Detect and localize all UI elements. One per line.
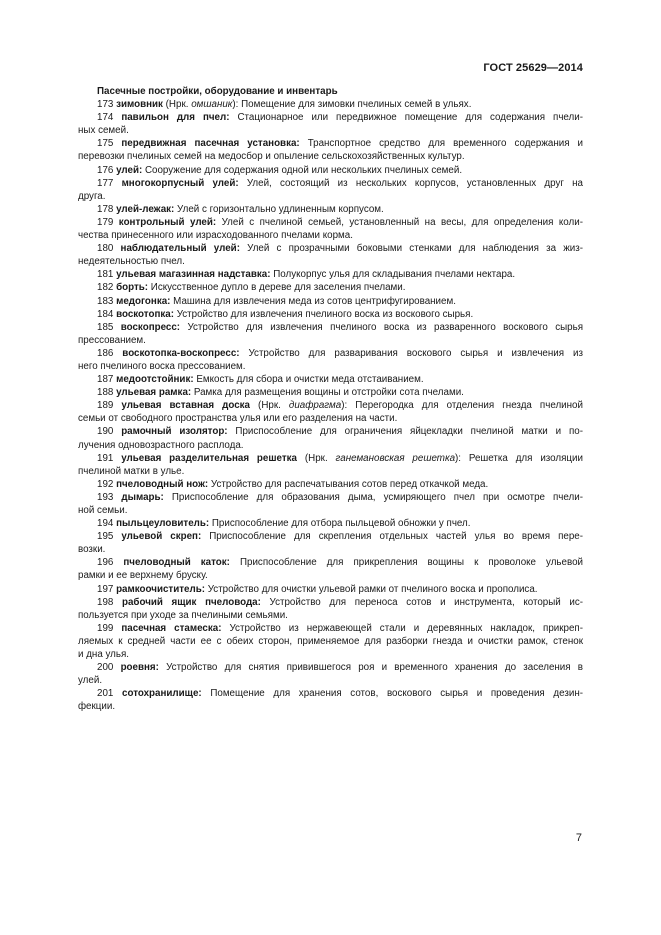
entry-line	[78, 439, 583, 452]
glossary-entry	[78, 530, 583, 556]
entry-text: 187	[97, 374, 117, 386]
term: пчеловодный каток:	[123, 557, 230, 569]
entry-line	[78, 334, 583, 347]
term: сотохранилище:	[122, 688, 202, 700]
entry-line	[78, 229, 583, 242]
entry-line	[78, 255, 583, 268]
entry-text: Приспособление для скрепления отдельных частей улья во время пере-	[201, 531, 583, 543]
glossary-entry	[78, 556, 583, 582]
entry-text: 185	[97, 321, 121, 333]
glossary-entry	[78, 517, 583, 530]
term: улей-лежак:	[116, 203, 175, 215]
entry-text: 180	[97, 243, 121, 255]
entry-text: Улей, состоящий из нескольких корпусов, установленных друг на	[238, 177, 583, 189]
entry-text: 178	[97, 203, 117, 215]
document-id: ГОСТ 25629—2014	[483, 62, 583, 74]
glossary-entry	[78, 622, 583, 661]
entry-text: 179	[97, 216, 119, 228]
entry-line	[78, 150, 583, 163]
term: воскопресс:	[120, 321, 181, 333]
term: борть:	[116, 282, 149, 294]
entry-text: Машина для извлечения меда из сотов центрифугированием.	[170, 295, 456, 307]
entry-line	[78, 674, 583, 687]
entry-line	[78, 478, 583, 491]
entry-text: 184	[97, 308, 117, 320]
entry-text: 195	[97, 531, 122, 543]
entry-text: 175	[97, 138, 122, 150]
term: ульевой скреп:	[121, 531, 202, 543]
entry-text: 200	[97, 662, 121, 674]
entry-line	[78, 321, 583, 334]
term: ульевая рамка:	[116, 387, 192, 399]
entry-line	[78, 609, 583, 622]
term: медоотстойник:	[116, 374, 194, 386]
glossary-entry	[78, 242, 583, 268]
glossary-entry	[78, 687, 583, 713]
entry-line	[78, 465, 583, 478]
entry-text: Улей с горизонтально удлиненным корпусом.	[174, 203, 384, 215]
entry-line	[78, 190, 583, 203]
entry-text: 196	[97, 557, 124, 569]
term: передвижная пасечная установка:	[121, 138, 300, 150]
entry-line	[78, 373, 583, 386]
entry-text: Приспособление для прикрепления вощины к проволоке ульевой	[229, 557, 583, 569]
glossary-section	[78, 85, 583, 714]
entry-text: Устройство для очистки ульевой рамки от пчелиного воска и прополиса.	[205, 583, 538, 595]
glossary-entry	[78, 478, 583, 491]
entry-line	[78, 347, 583, 360]
entry-text: 194	[97, 518, 117, 530]
glossary-entry	[78, 268, 583, 281]
glossary-entries	[78, 98, 583, 713]
glossary-entry	[78, 399, 583, 425]
non-recommended-term: омшаник	[191, 99, 233, 111]
entry-line	[78, 569, 583, 582]
glossary-entry	[78, 661, 583, 687]
term: ульевая магазинная надставка:	[116, 269, 271, 281]
entry-line	[78, 661, 583, 674]
entry-line	[78, 177, 583, 190]
entry-text: 193	[97, 491, 122, 503]
entry-line	[78, 504, 583, 517]
entry-line	[78, 596, 583, 609]
entry-text: Устройство для переноса сотов и инструмента, который ис-	[260, 596, 583, 608]
entry-text: Помещение для хранения сотов, воскового сырья и проведения дезин-	[201, 688, 583, 700]
term: улей:	[116, 164, 143, 176]
glossary-entry	[78, 203, 583, 216]
entry-line	[78, 98, 583, 111]
entry-line	[78, 635, 583, 648]
entry-text: Искусственное дупло в дереве для заселения пчелами.	[148, 282, 406, 294]
entry-text: 189	[97, 400, 122, 412]
glossary-entry	[78, 111, 583, 137]
glossary-entry	[78, 308, 583, 321]
entry-line	[78, 412, 583, 425]
entry-text: прессованием.	[78, 334, 146, 346]
entry-text: Сооружение для содержания одной или нескольких пчелиных семей.	[142, 164, 463, 176]
entry-line	[78, 556, 583, 569]
term: пчеловодный нож:	[116, 478, 209, 490]
entry-line	[78, 124, 583, 137]
glossary-entry	[78, 373, 583, 386]
entry-text: пчелиной матки в улье.	[78, 465, 185, 477]
entry-text: ных семей.	[78, 125, 129, 137]
entry-text: перевозки пчелиных семей на медосбор и опыление сельскохозяйственных культур.	[78, 151, 465, 163]
entry-line	[78, 242, 583, 255]
term: ульевая вставная доска	[121, 400, 251, 412]
entry-text: Рамка для размещения вощины и отстройки сота пчелами.	[191, 387, 464, 399]
glossary-entry	[78, 98, 583, 111]
term: многокорпусный улей:	[121, 177, 239, 189]
term: рамочный изолятор:	[121, 426, 228, 438]
entry-text: (Нрк.	[297, 452, 336, 464]
glossary-entry	[78, 452, 583, 478]
entry-text: 183	[97, 295, 117, 307]
entry-text: 173	[97, 99, 117, 111]
entry-line	[78, 268, 583, 281]
entry-line	[78, 425, 583, 438]
glossary-entry	[78, 386, 583, 399]
term: наблюдательный улей:	[120, 243, 240, 255]
glossary-entry	[78, 583, 583, 596]
entry-text: Приспособление для отбора пыльцевой обножки у пчел.	[209, 518, 471, 530]
entry-text: ): Перегородка для отделения гнезда пчелиной	[341, 400, 583, 412]
entry-text: Транспортное средство для временного содержания и	[299, 138, 583, 150]
entry-line	[78, 687, 583, 700]
entry-text: 197	[97, 583, 117, 595]
entry-line	[78, 517, 583, 530]
glossary-entry	[78, 321, 583, 347]
entry-text: Устройство из нержавеющей стали и деревянных накладок, прикреп-	[221, 622, 583, 634]
non-recommended-term: диафрагма	[288, 400, 342, 412]
term: контрольный улей:	[118, 216, 217, 228]
glossary-entry	[78, 281, 583, 294]
entry-text: ной семьи.	[78, 505, 128, 516]
section-title: Пасечные постройки, оборудование и инвентарь	[97, 86, 338, 97]
term: рамкоочиститель:	[116, 583, 205, 595]
term: ульевая разделительная решетка	[121, 452, 298, 464]
entry-text: Улей с пчелиной семьей, установленный на весы, для определения коли-	[216, 216, 583, 228]
entry-text: 190	[97, 426, 122, 438]
entry-text: Приспособление для образования дыма, усмиряющего пчел при осмотре пчели-	[163, 491, 583, 503]
entry-text: (Нрк.	[162, 99, 192, 111]
entry-line	[78, 700, 583, 713]
term: пасечная стамеска:	[121, 622, 222, 634]
term: зимовник	[116, 99, 163, 111]
glossary-entry	[78, 425, 583, 451]
entry-text: Устройство для извлечения пчелиного воска из разваренного воскового сырья	[180, 321, 583, 333]
term: воскотопка:	[116, 308, 174, 320]
entry-line	[78, 295, 583, 308]
term: дымарь:	[121, 491, 164, 503]
glossary-entry	[78, 164, 583, 177]
entry-text: 198	[97, 596, 122, 608]
entry-line	[78, 583, 583, 596]
entry-text: 188	[97, 387, 117, 399]
glossary-entry	[78, 137, 583, 163]
entry-text: Стационарное или передвижное помещение для содержания пчели-	[229, 112, 584, 124]
entry-text: Устройство для распечатывания сотов перед откачкой меда.	[208, 478, 489, 490]
entry-line	[78, 164, 583, 177]
entry-line	[78, 622, 583, 635]
glossary-entry	[78, 216, 583, 242]
entry-text: 182	[97, 282, 117, 294]
glossary-entry	[78, 295, 583, 308]
entry-text: Устройство для разваривания воскового сырья и извлечения из	[239, 347, 583, 359]
entry-text: возки.	[78, 544, 106, 556]
entry-text: 176	[97, 164, 117, 176]
entry-text: 191	[97, 452, 122, 464]
entry-text: улей.	[78, 675, 103, 687]
entry-text: ): Помещение для зимовки пчелиных семей в ульях.	[232, 99, 472, 111]
entry-text: Приспособление для ограничения яйцекладки пчелиной матки и по-	[227, 426, 583, 438]
entry-text: недеятельностью пчел.	[78, 256, 185, 268]
entry-text: семьи от свободного пространства улья или его разделения на части.	[78, 413, 398, 425]
entry-line	[78, 543, 583, 556]
entry-line	[78, 137, 583, 150]
entry-line	[78, 281, 583, 294]
entry-text: ляемых к средней части ее с обеих сторон, применяемое для разборки гнезда и очистки рамок, стенок	[78, 635, 583, 647]
entry-text: 186	[97, 347, 123, 359]
entry-line	[78, 111, 583, 124]
term: павильон для пчел:	[121, 112, 230, 124]
entry-line	[78, 216, 583, 229]
glossary-entry	[78, 347, 583, 373]
entry-line	[78, 452, 583, 465]
term: медогонка:	[116, 295, 171, 307]
page-number: 7	[575, 832, 582, 844]
entry-line	[78, 203, 583, 216]
entry-text: пользуется при уходе за пчелиными семьями.	[78, 609, 288, 621]
non-recommended-term: ганемановская решетка	[335, 452, 456, 464]
entry-line	[78, 308, 583, 321]
entry-text: лучения одновозрастного расплода.	[78, 439, 244, 451]
entry-text: него пчелиного воска прессованием.	[78, 360, 246, 372]
entry-line	[78, 648, 583, 661]
entry-text: 201	[97, 688, 123, 700]
entry-line	[78, 399, 583, 412]
entry-text: (Нрк.	[250, 400, 289, 412]
entry-text: 174	[97, 112, 122, 124]
entry-line	[78, 360, 583, 373]
entry-text: фекции.	[78, 701, 116, 713]
entry-text: 181	[97, 269, 117, 281]
entry-text: друга.	[78, 190, 106, 202]
entry-line	[78, 491, 583, 504]
entry-text: Устройство для извлечения пчелиного воска из воскового сырья.	[173, 308, 474, 320]
entry-text: Устройство для снятия привившегося роя и временного хранения до заселения в	[158, 662, 583, 674]
entry-text: рамки и ее верхнему бруску.	[78, 570, 208, 582]
entry-line	[78, 530, 583, 543]
entry-text: 177	[97, 177, 122, 189]
glossary-entry	[78, 491, 583, 517]
term: роевня:	[120, 662, 159, 674]
entry-text: ): Решетка для изоляции	[455, 452, 583, 464]
glossary-entry	[78, 596, 583, 622]
entry-line	[78, 386, 583, 399]
term: пыльцеуловитель:	[116, 518, 210, 530]
entry-text: чества принесенного или израсходованного пчелами корма.	[78, 230, 353, 242]
entry-text: 192	[97, 478, 117, 490]
glossary-entry	[78, 177, 583, 203]
entry-text: 199	[97, 622, 122, 634]
entry-text: Емкость для сбора и очистки меда отстаиванием.	[193, 374, 424, 386]
term: рабочий ящик пчеловода:	[121, 596, 261, 608]
entry-text: Улей с прозрачными боковыми стенками для наблюдения за жиз-	[239, 243, 583, 255]
term: воскотопка-воскопресс:	[122, 347, 240, 359]
entry-text: Полукорпус улья для складывания пчелами нектара.	[270, 269, 516, 281]
entry-text: и дна улья.	[78, 649, 130, 661]
